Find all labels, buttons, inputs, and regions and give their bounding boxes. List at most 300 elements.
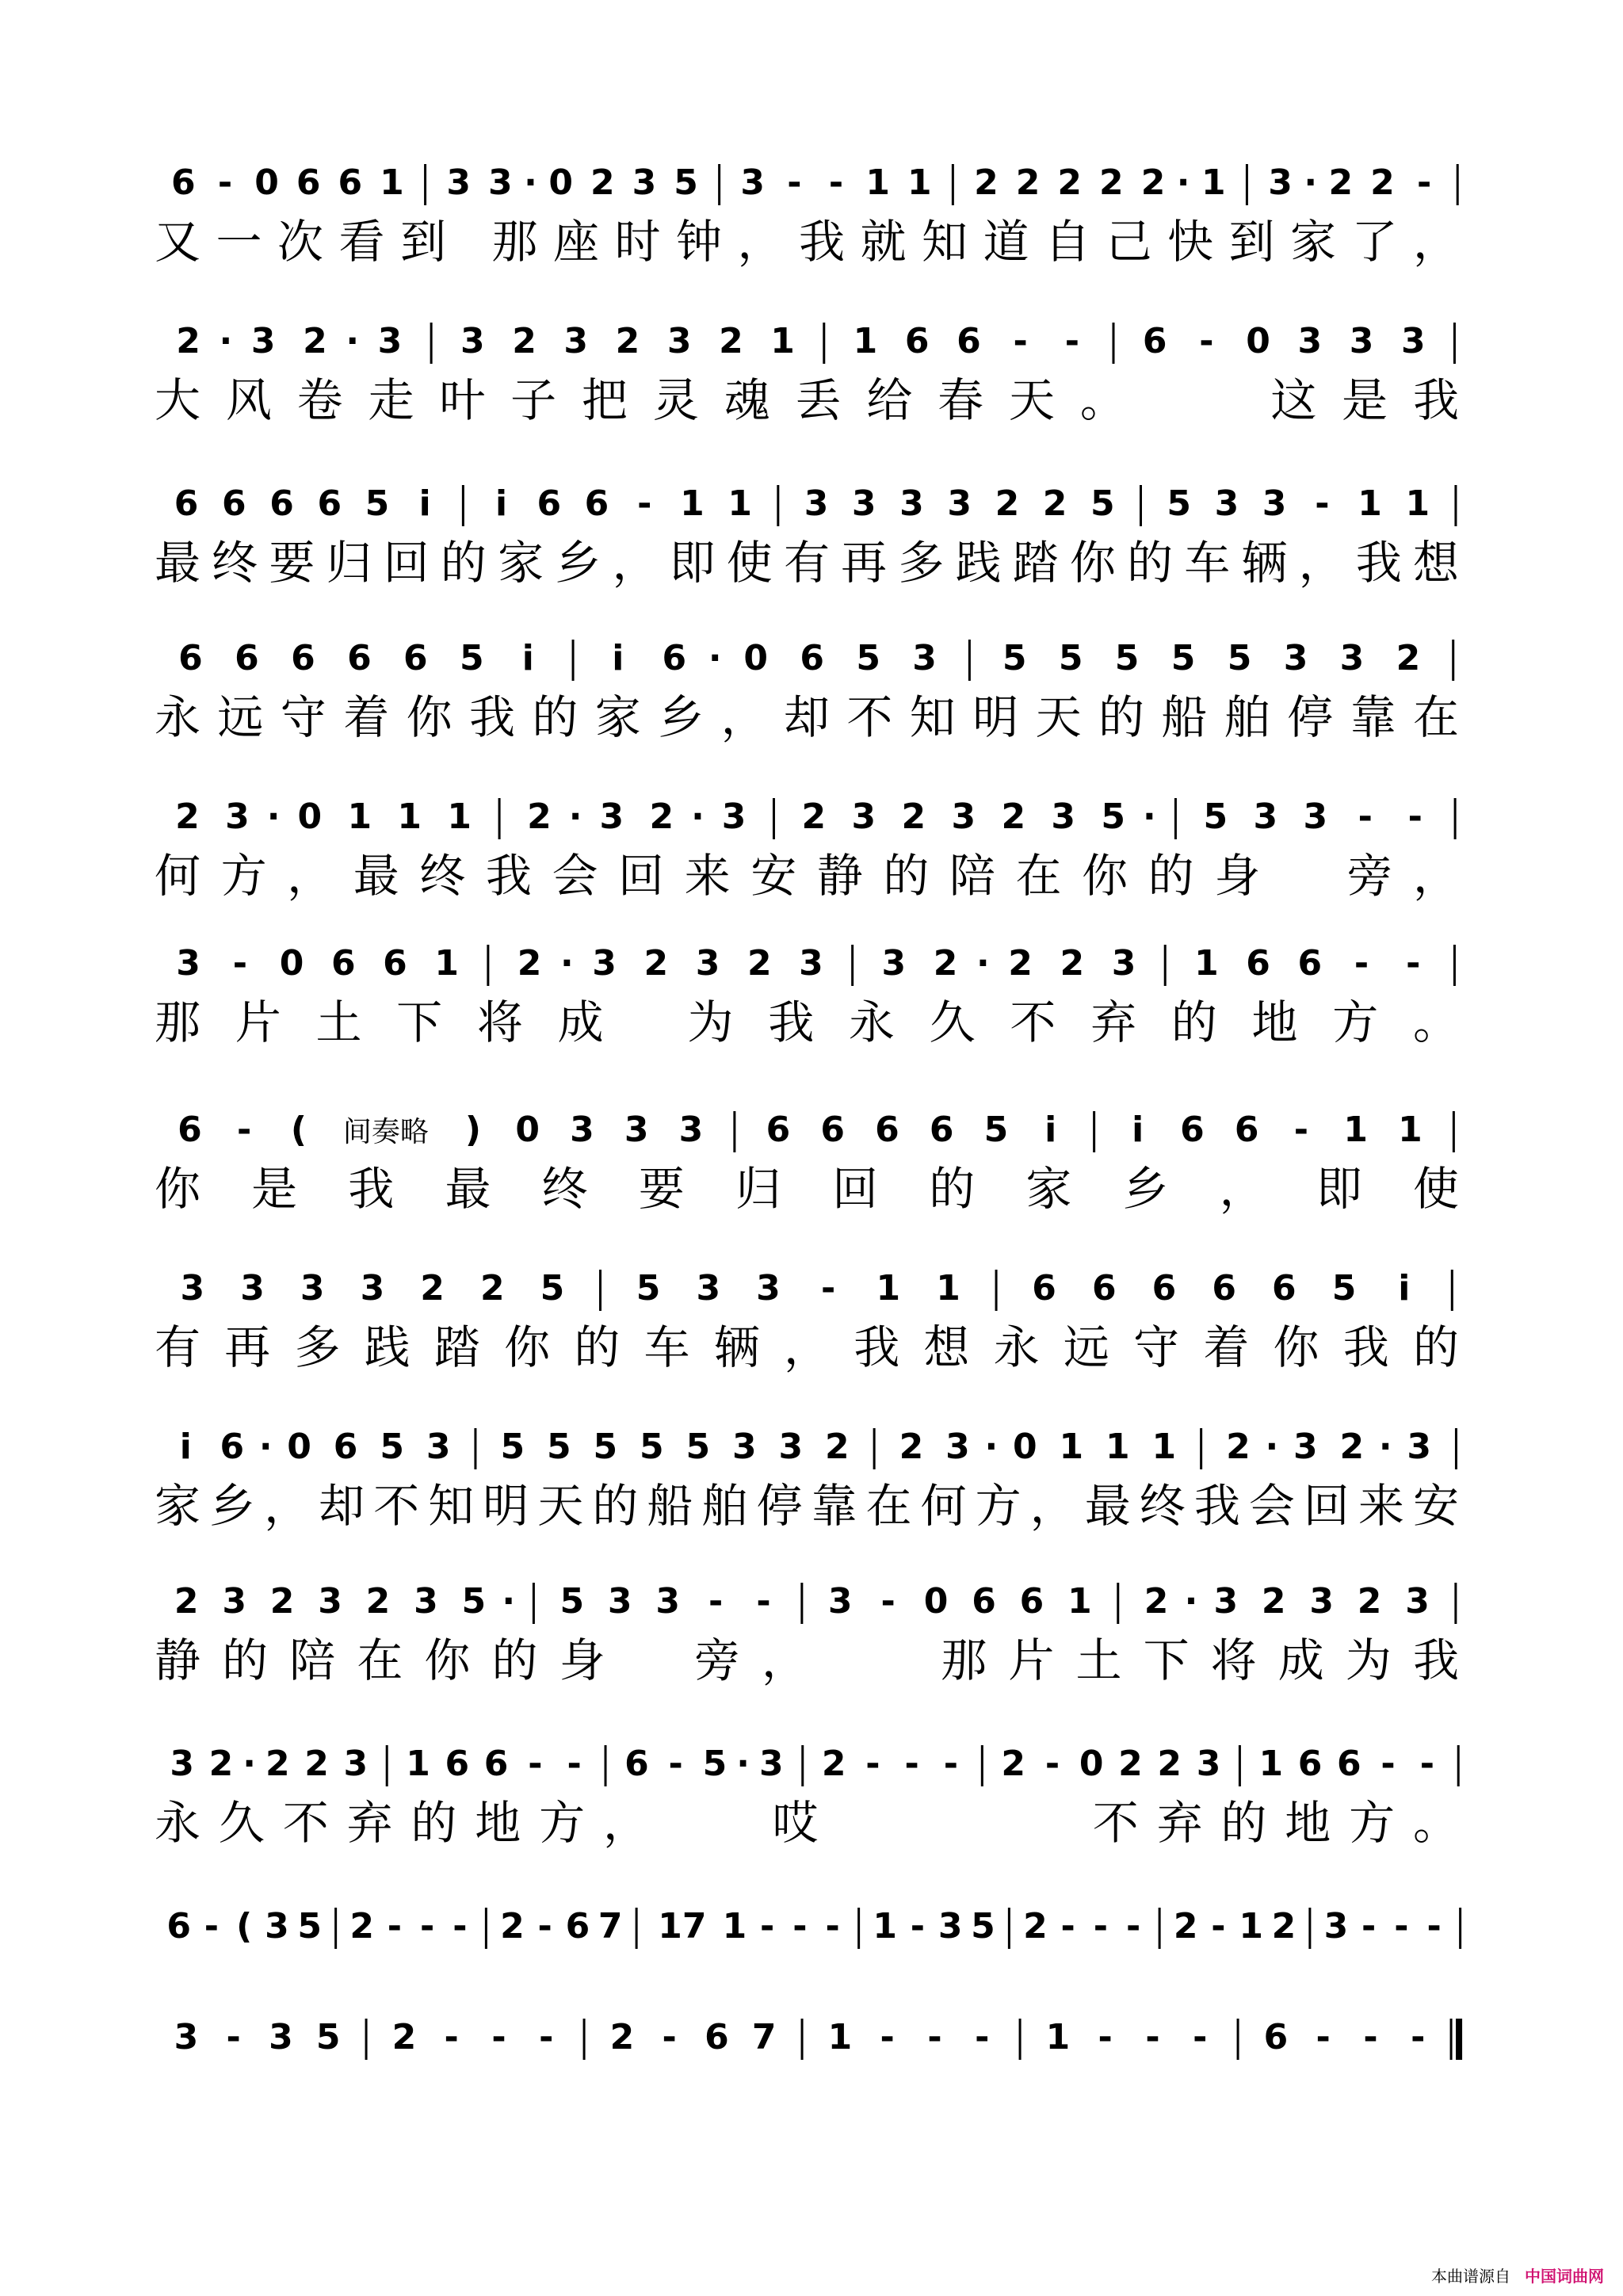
note: 3 [1262,483,1287,524]
dash-note: - [662,2017,677,2057]
dash-note: - [537,1906,552,1946]
note: 2 [643,943,669,984]
note: 2 [933,943,958,984]
footer-brand: 中国词曲网 [1525,2267,1604,2286]
note: 3 [1407,1427,1431,1467]
note: 3 [1297,321,1323,361]
note: ( [290,1110,307,1150]
note: 6 [624,1744,649,1784]
note: 2 [1339,1427,1365,1467]
dash-note: - [1416,162,1432,203]
note: 6 [1142,321,1167,361]
note: 2 [1140,162,1166,203]
note: 5 [1170,638,1196,678]
note: 2 [1261,1581,1286,1622]
note: 6 [403,638,428,678]
dash-note: - [865,1744,880,1784]
note: 2 [899,1427,924,1467]
dash-note: - [1361,1906,1377,1946]
note: 17 [658,1906,707,1946]
dash-note: - [1093,1906,1109,1946]
note: 0 [279,943,304,984]
note: 3 [881,943,907,984]
dash-note: - [1013,321,1028,361]
dash-note: - [1354,943,1369,984]
dash-note: - [904,1744,919,1784]
note: 6 [220,1427,245,1467]
lyric-line: 静的陪在你的身 旁， 那片土下将成为我 [155,1633,1470,1687]
note: 6 [296,162,321,203]
note: 1 [1151,1427,1177,1467]
note: 6 [766,1110,791,1150]
dash-note: - [668,1744,683,1784]
dot-mark: · [984,1427,999,1467]
note: 0 [297,797,323,837]
dash-note: - [226,2017,241,2057]
note: 5 [674,162,698,203]
note: 3 [938,1906,963,1946]
note: 5 [593,1427,618,1467]
dash-note: - [825,1906,840,1946]
dash-note: - [880,2017,895,2057]
note: 3 [269,2017,293,2057]
note: 6 [1297,943,1323,984]
dash-note: - [204,1906,220,1946]
note: 1 [1106,1427,1130,1467]
note: 1 [434,943,460,984]
dash-note: - [1064,321,1079,361]
note: 0 [1246,321,1270,361]
note: 6 [1212,1268,1236,1308]
note: 2 [1057,162,1083,203]
dash-note: - [1211,1906,1226,1946]
note: 3 [912,638,937,678]
note: 3 [1253,797,1278,837]
note: 5 [685,1427,711,1467]
note: 1 [827,2017,853,2057]
note: 6 [483,1744,509,1784]
note: 6 [166,1906,191,1946]
note: 5 [1090,483,1115,524]
dash-note: - [927,2017,942,2057]
dash-note: - [708,1581,724,1622]
dash-note: - [756,1581,771,1622]
note: 2 [265,1744,290,1784]
dot-mark: · [568,797,582,837]
note: 5 [1331,1268,1357,1308]
note: 2 [175,797,200,837]
note: 2 [1118,1744,1143,1784]
note: 5 [1167,483,1191,524]
note: 1 [1045,2017,1071,2057]
note: ( [236,1906,253,1946]
note: 2 [1328,162,1354,203]
note: 3 [756,1268,781,1308]
note: 3 [1349,321,1374,361]
note: 7 [598,1906,623,1946]
dash-note: - [528,1744,543,1784]
dash-note: - [759,1906,775,1946]
note: 2 [1023,1906,1048,1946]
footer-source: 本曲谱源自 [1431,2267,1510,2286]
note: 6 [875,1110,899,1150]
note: 6 [957,321,981,361]
note: 3 [460,321,485,361]
dash-note: - [1419,1744,1434,1784]
note: 3 [426,1427,451,1467]
note: 间奏略 [342,1116,429,1148]
note: 6 [235,638,259,678]
note: 3 [599,797,624,837]
note: 5 [1114,638,1140,678]
note: 1 [936,1268,960,1308]
note: 1 [853,321,878,361]
note: 3 [250,321,276,361]
note: 1 [347,797,372,837]
note: 2 [1173,1906,1198,1946]
note: 6 [178,1110,202,1150]
note: 2 [176,321,200,361]
note: 3 [1303,797,1328,837]
note: 0 [1079,1744,1104,1784]
note: 3 [592,943,617,984]
dot-mark: · [691,797,705,837]
dot-mark: · [1265,1427,1279,1467]
note: 2 [974,162,999,203]
note: 6 [330,943,356,984]
dash-note: - [975,2017,990,2057]
note: 1 [865,162,890,203]
lyric-line: 永久不弃的地方， 哎 不弃的地方。 [155,1796,1470,1850]
note: 6 [269,483,294,524]
note: 1 [1067,1581,1092,1622]
note: 6 [174,483,199,524]
note: 5 [546,1427,571,1467]
note: 2 [615,321,640,361]
note: 2 [174,1581,199,1622]
note: 5 [500,1427,525,1467]
dash-note: - [1407,797,1423,837]
dash-note: - [1315,483,1330,524]
dot-mark: · [1304,162,1318,203]
note: 3 [678,1110,704,1150]
note: 3 [945,1427,970,1467]
note: 1 [1194,943,1219,984]
dash-note: - [217,162,233,203]
note: 5 [983,1110,1009,1150]
note: 6 [317,483,342,524]
note: 5 [1058,638,1083,678]
note: 2 [1001,797,1026,837]
note: 1 [397,797,422,837]
dash-note: - [1394,1906,1409,1946]
note: 3 [240,1268,265,1308]
note: 2 [801,797,827,837]
note: 1 [1358,483,1382,524]
note: 5 [297,1906,322,1946]
dash-note: - [419,1906,435,1946]
note: 6 [537,483,562,524]
dot-mark: · [736,1744,750,1784]
note: 3 [1196,1744,1221,1784]
note: 1 [447,797,472,837]
note: 2 [1042,483,1067,524]
dash-note: - [1060,1906,1075,1946]
note: 6 [338,162,363,203]
note: 3 [414,1581,438,1622]
note: 6 [445,1744,470,1784]
note: 6 [1297,1744,1323,1784]
dot-mark: · [524,162,537,203]
note: 2 [1060,943,1085,984]
note: 2 [303,321,327,361]
note: 6 [1337,1744,1361,1784]
note: 3 [1309,1581,1334,1622]
dash-note: - [1426,1906,1442,1946]
note: 0 [515,1110,540,1150]
note: 3 [851,483,876,524]
note: 3 [360,1268,385,1308]
dot-mark: · [1143,797,1156,837]
dash-note: - [1381,1744,1396,1784]
note: 6 [1032,1268,1056,1308]
dash-note: - [637,483,652,524]
note: 6 [383,943,407,984]
note: i [521,638,534,678]
note: 6 [972,1581,996,1622]
note: 2 [349,1906,374,1946]
note: i [179,1427,192,1467]
note: 2 [1226,1427,1251,1467]
dash-note: - [1145,2017,1160,2057]
dash-note: - [787,162,802,203]
footer [1431,2264,1604,2286]
note: 3 [1214,483,1239,524]
note: 6 [333,1427,358,1467]
note: 5 [856,638,880,678]
note: 6 [800,638,824,678]
note: 2 [901,797,926,837]
note: 3 [804,483,829,524]
note: 6 [291,638,315,678]
note: i [1398,1268,1411,1308]
lyric-line: 何方，最终我会回来安静的陪在你的身 旁， [155,849,1470,903]
note: 6 [1019,1581,1044,1622]
note: 1 [873,1906,897,1946]
dot-mark: · [258,1427,273,1467]
note: 2 [208,1744,234,1784]
dot-mark: · [1176,162,1190,203]
note: 2 [1001,1744,1026,1784]
note: 5 [1203,797,1228,837]
note: 6 [347,638,372,678]
note: 2 [500,1906,525,1946]
dot-mark: · [1184,1581,1198,1622]
note: 1 [1343,1110,1368,1150]
note: 5 [540,1268,565,1308]
note: 5 [559,1581,585,1622]
dash-note: - [828,162,844,203]
note: 2 [1144,1581,1169,1622]
note: 2 [995,483,1020,524]
dash-note: - [1044,1744,1060,1784]
note: 3 [951,797,976,837]
dash-note: - [453,1906,468,1946]
note: 1 [1258,1744,1284,1784]
note: 7 [751,2017,777,2057]
note: 3 [318,1581,342,1622]
note: 3 [1283,638,1308,678]
note: i [612,638,624,678]
note: 1 [722,1906,747,1946]
dash-note: - [821,1268,836,1308]
dash-note: - [1125,1906,1141,1946]
note: 2 [747,943,772,984]
note: 6 [662,638,687,678]
note: 3 [222,1581,246,1622]
dash-note: - [491,2017,506,2057]
dash-note: - [792,1906,808,1946]
dash-note: - [539,2017,554,2057]
note: 1 [1059,1427,1084,1467]
note: i [495,483,508,524]
note: 2 [1396,638,1421,678]
dash-note: - [1358,797,1373,837]
note: 3 [740,162,766,203]
note: 1 [1405,483,1430,524]
dash-note: - [444,2017,459,2057]
dot-mark: · [242,1744,256,1784]
note: 3 [666,321,692,361]
note: 1 [1398,1110,1423,1150]
dot-mark: · [559,943,574,984]
dot-mark: · [346,321,360,361]
note: 1 [406,1744,430,1784]
note: 5 [1227,638,1252,678]
note: 2 [391,2017,417,2057]
note: 3 [655,1581,680,1622]
note: 3 [1213,1581,1239,1622]
dash-note: - [1411,2017,1426,2057]
note: 1 [1239,1906,1263,1946]
note: 2 [304,1744,329,1784]
note: 3 [759,1744,784,1784]
dot-mark: · [502,1581,516,1622]
note: 3 [624,1110,649,1150]
note: 6 [584,483,609,524]
note: 6 [705,2017,729,2057]
note: 2 [517,943,542,984]
dash-note: - [1406,943,1421,984]
note: i [418,483,431,524]
note: 6 [929,1110,954,1150]
note: 6 [178,638,203,678]
dash-note: - [943,1744,959,1784]
note: 2 [1271,1906,1296,1946]
note: 3 [851,797,876,837]
note: 2 [1370,162,1395,203]
lyric-line: 永远守着你我的家乡，却不知明天的船舶停靠在 [155,690,1470,744]
dash-note: - [1098,2017,1113,2057]
note: 6 [222,483,246,524]
note: i [1132,1110,1144,1150]
dash-note: - [567,1744,582,1784]
note: 3 [300,1268,325,1308]
note: 0 [1012,1427,1037,1467]
lyric-line: 家乡，却不知明天的船舶停靠在何方，最终我会回来安 [155,1479,1470,1533]
note: 2 [1357,1581,1382,1622]
note: 2 [512,321,537,361]
dash-note: - [880,1581,896,1622]
note: 6 [1091,1268,1117,1308]
note: 5 [461,1581,487,1622]
dash-note: - [1363,2017,1378,2057]
note: 3 [1268,162,1293,203]
note: 3 [607,1581,632,1622]
note: 2 [269,1581,295,1622]
dash-note: - [1199,321,1214,361]
dot-mark: · [219,321,233,361]
note: 2 [825,1427,850,1467]
note: 2 [821,1744,846,1784]
dot-mark: · [1378,1427,1392,1467]
note: 3 [176,943,200,984]
note: 6 [820,1110,845,1150]
note: 5 [1002,638,1027,678]
note: 3 [1339,638,1365,678]
note: 3 [265,1906,289,1946]
note: 3 [721,797,747,837]
note: 2 [649,797,674,837]
dash-note: - [387,1906,403,1946]
dot-mark: · [266,797,281,837]
note: 6 [565,1906,590,1946]
note: 5 [315,2017,341,2057]
note: 3 [1293,1427,1318,1467]
lyric-line: 那片土下将成 为我永久不弃的地方。 [155,995,1470,1049]
note: 2 [590,162,615,203]
note: 3 [947,483,972,524]
dot-mark: · [708,638,722,678]
dash-note: - [232,943,247,984]
note: 2 [365,1581,391,1622]
dash-note: - [910,1906,926,1946]
note: 3 [899,483,924,524]
note: 6 [171,162,196,203]
note: 3 [170,1744,194,1784]
note: 6 [1180,1110,1205,1150]
note: 0 [548,162,573,203]
note: 0 [743,638,769,678]
note: 5 [639,1427,664,1467]
note: 3 [1323,1906,1349,1946]
dash-note: - [236,1110,252,1150]
dot-mark: · [976,943,990,984]
note: 6 [1263,2017,1289,2057]
note: 6 [1246,943,1270,984]
note: 0 [254,162,279,203]
note: 1 [727,483,752,524]
lyric-line: 大风卷走叶子把灵魂丢给春天。 这是我 [155,373,1470,427]
note: 6 [1272,1268,1296,1308]
note: ) [464,1110,481,1150]
note: 3 [695,943,720,984]
note: 3 [632,162,657,203]
dash-note: - [1293,1110,1309,1150]
note: 5 [636,1268,661,1308]
note: 5 [365,483,390,524]
dash-note: - [1316,2017,1331,2057]
